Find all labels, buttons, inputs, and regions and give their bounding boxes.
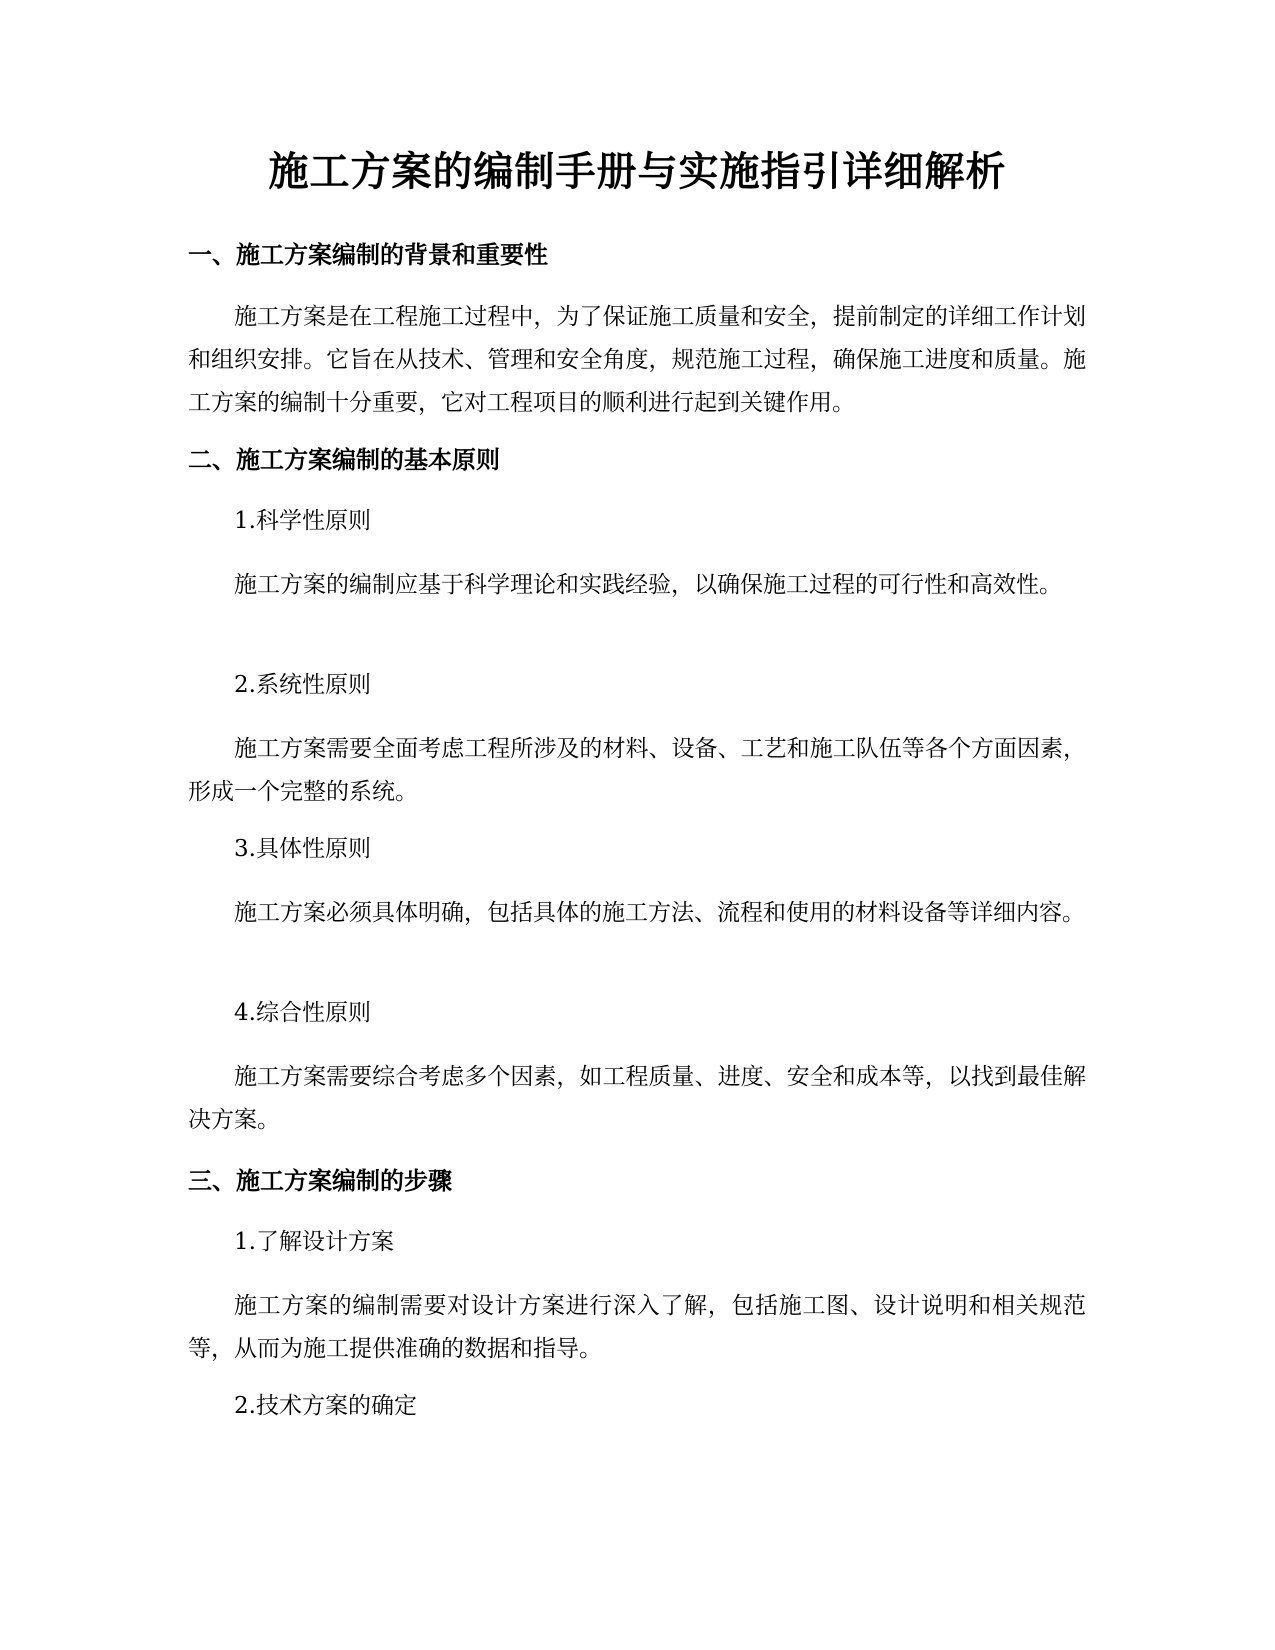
principle-2-label: 2.系统性原则: [234, 672, 371, 698]
section-1-paragraph: 施工方案是在工程施工过程中，为了保证施工质量和安全，提前制定的详细工作计划和组织安排。它旨在从技术、管理和安全角度，规范施工过程，确保施工进度和质量。施工方案的编制十分重要，它对工程项目的顺利进行起到关键作用。: [188, 304, 1086, 416]
section-heading-1: 一、施工方案编制的背景和重要性: [188, 241, 548, 269]
document-title: 施工方案的编制手册与实施指引详细解析: [268, 149, 1007, 195]
principle-1-label: 1.科学性原则: [234, 508, 371, 534]
section-heading-3: 三、施工方案编制的步骤: [188, 1167, 452, 1195]
section-heading-2: 二、施工方案编制的基本原则: [188, 446, 500, 474]
principle-2-text: 施工方案需要全面考虑工程所涉及的材料、设备、工艺和施工队伍等各个方面因素，形成一个完整的系统。: [188, 736, 1086, 805]
step-2-label: 2.技术方案的确定: [234, 1393, 417, 1419]
step-1-label: 1.了解设计方案: [234, 1229, 394, 1255]
principle-1-text: 施工方案的编制应基于科学理论和实践经验，以确保施工过程的可行性和高效性。: [234, 572, 1062, 598]
step-1-text: 施工方案的编制需要对设计方案进行深入了解，包括施工图、设计说明和相关规范等，从而为施工提供准确的数据和指导。: [188, 1293, 1086, 1362]
principle-3-text: 施工方案必须具体明确，包括具体的施工方法、流程和使用的材料设备等详细内容。: [234, 900, 1085, 926]
principle-4-text: 施工方案需要综合考虑多个因素，如工程质量、进度、安全和成本等，以找到最佳解决方案。: [188, 1064, 1086, 1133]
principle-4-label: 4.综合性原则: [234, 1000, 371, 1026]
principle-3-label: 3.具体性原则: [234, 836, 371, 862]
